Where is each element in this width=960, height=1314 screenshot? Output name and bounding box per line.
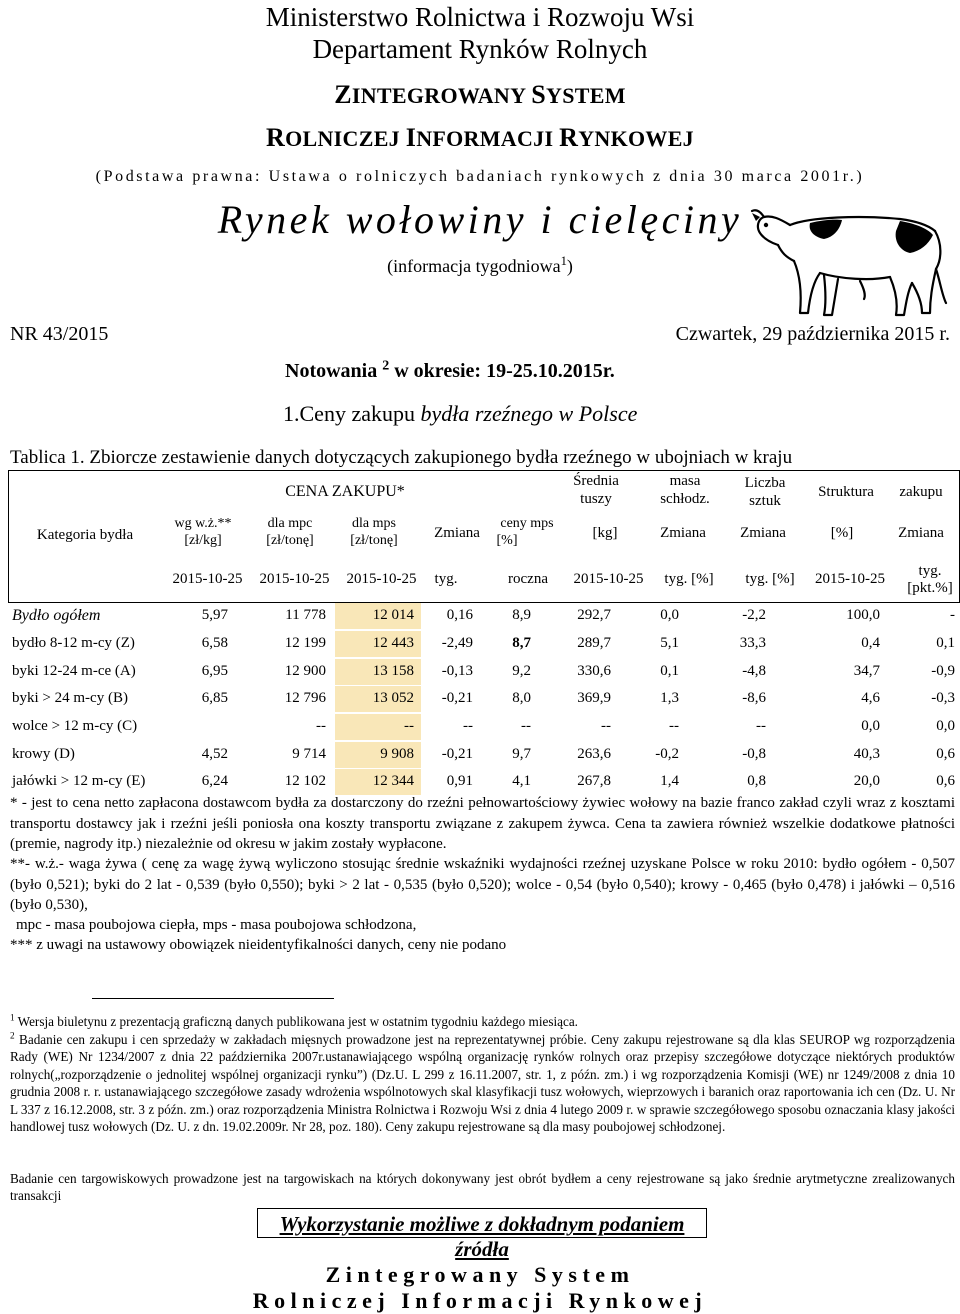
structure-change: 0,1 [936,635,955,651]
header-mass: masa [669,473,701,489]
price-mps: 13 158 [372,663,414,679]
legal-basis: (Podstawa prawna: Ustawa o rolniczych badaniach rynkowych z dnia 30 marca 2001r.) [95,168,865,185]
header-count: Liczba [744,475,786,491]
price-mps: 12 014 [372,607,414,623]
header-live-weight: wg w.ż.** [174,516,232,531]
price-live-weight: 4,52 [201,746,228,762]
header-average: Średnia [573,473,619,489]
header-mps-price: ceny mps [500,516,554,531]
cow-icon [750,195,950,325]
header-unit-zlt1: [zł/tonę] [266,533,314,548]
change-weight: 5,1 [660,635,679,651]
structure-change: -0,3 [931,690,955,706]
change-annual: 8,9 [512,607,531,623]
department-name: Departament Rynków Rolnych [312,34,648,64]
header-unit-zlkg: [zł/kg] [184,533,222,548]
structure: 4,6 [861,690,880,706]
footnote-3: Badanie cen targowiskowych prowadzone jest na targowiskach na których dokonywany jest obrót bydłem a ceny rejestrowane są jako średnie arytmetyczne zrealizowanych transakcji [10,1171,955,1204]
carcass-weight: 292,7 [577,607,611,623]
count-change: 33,3 [739,635,766,651]
structure-change: 0,6 [936,773,955,789]
row-label: bydło 8-12 m-cy (Z) [12,635,135,651]
carcass-weight: 263,6 [577,746,611,762]
carcass-weight: 267,8 [577,773,611,789]
change-weight: 0,0 [660,607,679,623]
carcass-weight: 330,6 [577,663,611,679]
count-change: -0,8 [742,746,766,762]
date-col5: 2015-10-25 [815,571,885,587]
header-unit-kg: [kg] [592,525,618,541]
note-mass-abbreviations: mpc - masa poubojowa ciepła, mps - masa poubojowa schłodzona, [16,917,417,933]
price-mpc: 12 102 [284,773,326,789]
header-pieces: sztuk [749,493,781,509]
change-week: 0,16 [446,607,473,623]
issue-number: NR 43/2015 [10,323,109,345]
page-title: Rynek wołowiny i cielęciny [217,197,743,242]
date-col2: 2015-10-25 [259,571,330,587]
structure-change: -0,9 [931,663,955,679]
price-live-weight: 6,24 [201,773,228,789]
row-label: byki 12-24 m-ce (A) [12,663,136,679]
change-annual: 9,2 [512,663,531,679]
quotation-period: Notowania $^2$ w okresie: 19-25.10.2015r. [285,358,615,382]
header-purchase-price: CENA ZAKUPU* [285,483,405,500]
change-week: 0,91 [446,773,473,789]
header-category: Kategoria bydła [36,527,134,543]
row-label: Bydło ogółem [12,607,101,624]
change-weight: -- [669,718,679,734]
count-change: 0,8 [747,773,766,789]
structure: 0,4 [861,635,880,651]
price-live-weight: 6,95 [201,663,228,679]
header-unit-pct2: [%] [830,525,854,541]
carcass-weight: 369,9 [577,690,611,706]
week-col: tyg. [434,571,458,587]
change-week: -- [463,718,473,734]
change-week: -0,21 [441,690,473,706]
change-annual: -- [521,718,531,734]
price-mpc: 12 900 [284,663,326,679]
price-mps: 12 443 [372,635,414,651]
structure-change: 0,0 [936,718,955,734]
header-purchase: zakupu [899,484,943,500]
change-week: -0,21 [441,746,473,762]
price-mpc: 12 796 [284,690,326,706]
footnote-separator [92,998,334,999]
header-carcass: tuszy [580,491,612,507]
structure: 40,3 [853,746,880,762]
structure: 0,0 [861,718,880,734]
price-mps: -- [404,718,414,734]
change-weight: 1,3 [660,690,679,706]
footer-system-line1: Zintegrowany System [325,1262,635,1287]
price-mpc: 12 199 [284,635,326,651]
row-label: wolce > 12 m-cy (C) [12,718,138,734]
header-change1: Zmiana [434,525,480,541]
ministry-name: Ministerstwo Rolnictwa i Rozwoju Wsi [265,2,695,32]
header-unit-zlt2: [zł/tonę] [350,533,398,548]
price-mpc: -- [316,718,326,734]
points-pct-col: [pkt.%] [907,580,953,596]
structure: 100,0 [846,607,880,623]
count-change: -8,6 [742,690,766,706]
price-live-weight: 5,97 [201,607,228,623]
structure-change: 0,6 [936,746,955,762]
date-col3: 2015-10-25 [346,571,417,587]
header-structure: Struktura [818,484,874,500]
change-week: -2,49 [441,635,473,651]
structure: 34,7 [853,663,880,679]
annual-col: roczna [508,571,548,587]
change-annual: 4,1 [512,773,531,789]
structure: 20,0 [853,773,880,789]
change-weight: 1,4 [660,773,679,789]
price-live-weight: 6,58 [201,635,228,651]
structure-change: - [950,607,955,623]
count-change: -2,2 [742,607,766,623]
note-live-weight: **- w.ż.- waga żywa ( cenę za wagę żywą wyliczono stosując średnie wskaźniki wydajności rzeźnej uzyskane Polsce w roku 2010: bydło ogółem - 0,507 (było 0,521); byki do 2 lat - 0,539 (było 0,550); byki > 2 lat - 0,535 (było 0,520); wolce - 0,54 (było 0,540); krowy - 0,465 (było 0,478) i jałówki – 0,516 (było 0,530), [10,856,955,913]
price-live-weight: 6,85 [201,690,228,706]
row-label: jałówki > 12 m-cy (E) [12,773,146,789]
header-unit-pct1: [%] [496,533,518,548]
system-name-line1: ZINTEGROWANY SYSTEM [334,80,626,109]
change-week: -0,13 [441,663,473,679]
row-label: krowy (D) [12,746,75,762]
source-citation: Wykorzystanie możliwe z dokładnym podaniem źródła [279,1212,685,1261]
price-mps: 9 908 [380,746,414,762]
carcass-weight: -- [601,718,611,734]
change-weight: 0,1 [660,663,679,679]
header-change3: Zmiana [740,525,786,541]
count-change: -4,8 [742,663,766,679]
footer-system-line2: Rolniczej Informacji Rynkowej [252,1288,708,1313]
table-caption: Tablica 1. Zbiorcze zestawienie danych dotyczących zakupionego bydła rzeźnego w ubojniach w kraju [10,447,793,468]
week-pct-col2: tyg. [%] [745,571,795,587]
change-annual: 8,0 [512,690,531,706]
row-label: byki > 24 m-cy (B) [12,690,128,706]
header-mpc: dla mpc [267,516,313,531]
change-annual: 8,7 [512,635,531,651]
price-mps: 13 052 [372,690,414,706]
date-col4: 2015-10-25 [573,571,644,587]
footnote-1: $^1$ Wersja biuletynu z prezentacją graficzną danych publikowana jest w ostatnim tygodniu każdego miesiąca. [10,1012,578,1029]
header-chilled: schłodz. [660,491,710,507]
footnote-2: $^2$ Badanie cen zakupu i cen sprzedaży w zakładach mięsnych prowadzone jest na reprezentatywnej próbie. Ceny zakupu rejestrowane są dla klas SEUROP wg rozporządzenia Rady (WE) Nr 1234/2007 z dnia 22 października 2007r.ustanawiającego wspólną organizację rynków rolnych oraz przepisy szczegółowe dotyczące niektórych produktów rolnych(„rozporządzenie o jednolitej wspólnej organizacji rynku”) (Dz.U. L 299 z 16.11.2007, str. 1, z późn. zm.) i wg rozporządzenia Komisji (WE) nr 1249/2008 z dnia 10 grudnia 2008 r. r. ustanawiającego szczegółowe zasady wdrożenia wspólnotowych skal klasyfikacji tusz wołowych, wieprzowych i baranich oraz raportowania ich cen (Dz. U. Nr L 337 z 16.12.2008, str. 3 z późn. zm.) oraz rozporządzenia Ministra Rolnictwa i Rozwoju Wsi z dnia 4 lutego 2009 r. w sprawie szczegółowego sposobu oznaczania klasy jakości handlowej tusz wołowych (Dz. U. z dn. 19.02.2009r. Nr 28, poz. 180). Ceny zakupu rejestrowane są dla masy poubojowej schłodzonej. [10,1030,955,1135]
price-mpc: 11 778 [285,607,326,623]
note-price-definition: * - jest to cena netto zapłacona dostawcom bydła za dostarczony do rzeźni pełnowartościowy żywiec wołowy na bazie franco zakład czyli wraz z kosztami transportu dostawcy jak i rzeźni jeśli poniosła ona koszty transportu związane z zakupem żywca. Cena ta zawiera również wszelkie dodatkowe płatności (premie, nagrody itp.) niezależnie od okresu w jakim zostały wypłacone. [10,795,955,852]
price-mps: 12 344 [372,773,414,789]
header-mps: dla mps [352,516,396,531]
change-weight: -0,2 [655,746,679,762]
weekly-info: (informacja tygodniowa$^1$) [387,254,573,276]
header-change4: Zmiana [898,525,944,541]
section-heading: 1.Ceny zakupu bydła rzeźnego w Polsce [283,401,638,426]
system-name-line2: ROLNICZEJ INFORMACJI RYNKOWEJ [266,123,694,152]
note-confidentiality: *** z uwagi na ustawowy obowiązek nieidentyfikalności danych, ceny nie podano [10,937,507,953]
count-change: -- [756,718,766,734]
week-col2: tyg. [918,563,942,579]
date-col1: 2015-10-25 [172,571,243,587]
header-change2: Zmiana [660,525,706,541]
data-table [0,470,960,790]
week-pct-col1: tyg. [%] [664,571,714,587]
source-citation-box [257,1208,707,1261]
change-annual: 9,7 [512,746,531,762]
carcass-weight: 289,7 [577,635,611,651]
issue-date: Czwartek, 29 października 2015 r. [675,323,950,345]
price-mpc: 9 714 [292,746,326,762]
